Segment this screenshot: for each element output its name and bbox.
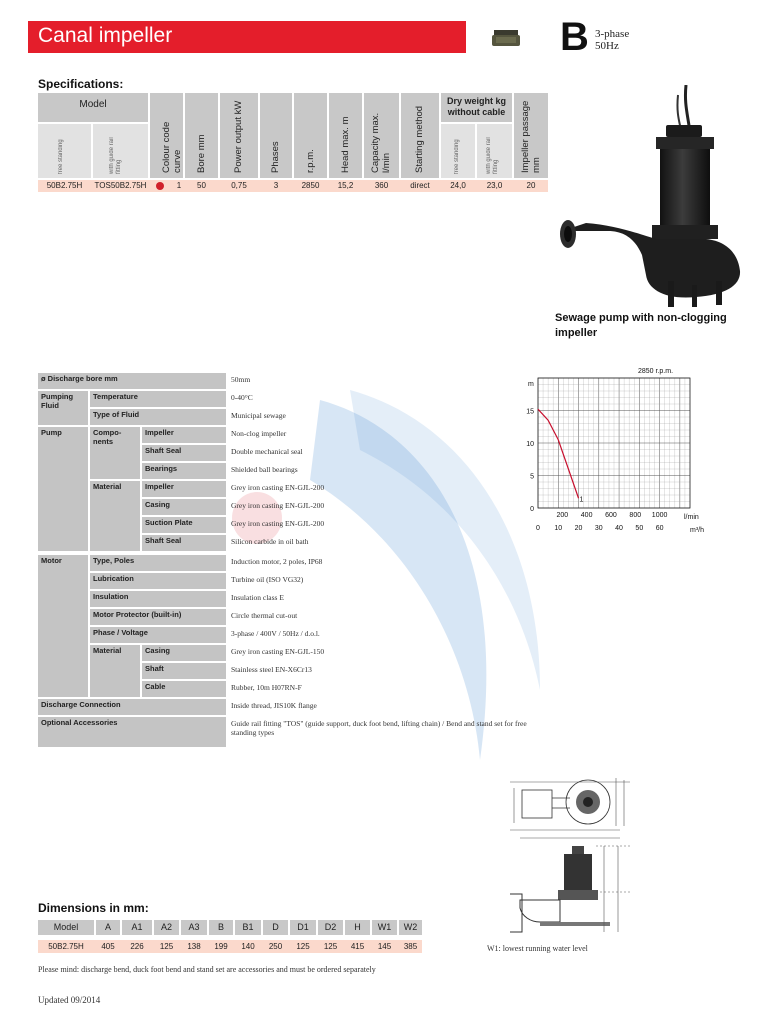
dim-header-10: H — [345, 920, 370, 935]
detail-value-18: Inside thread, JIS10K flange — [231, 701, 317, 710]
spec-row — [38, 180, 548, 192]
col-head — [329, 93, 362, 178]
detail-value-5: Shielded ball bearings — [231, 465, 298, 474]
spec-model-rail: TOS50B2.75H — [94, 181, 147, 190]
spec-rpm: 2850 — [301, 181, 320, 190]
dim-value-8: 125 — [296, 942, 310, 951]
col-colour-code — [150, 93, 183, 178]
detail-value-17: Rubber, 10m H07RN-F — [231, 683, 302, 692]
detail-group-0: ø Discharge bore mm — [38, 373, 226, 389]
y-tick-label: 10 — [526, 441, 534, 448]
x-tick-lmin: 600 — [605, 512, 617, 519]
col-starting — [401, 93, 439, 178]
model-header: Model — [38, 93, 148, 122]
col-starting-label: Starting method — [414, 105, 425, 173]
specifications-title: Specifications: — [38, 77, 124, 91]
detail-value-4: Double mechanical seal — [231, 447, 303, 456]
detail-sub-1: Temperature — [90, 391, 226, 407]
x-tick-lmin: 800 — [629, 512, 642, 519]
weight-rail-cell — [477, 124, 512, 178]
detail-item-4: Shaft Seal — [142, 445, 226, 461]
detail-item-8: Suction Plate — [142, 517, 226, 533]
x-tick-lmin: 200 — [556, 512, 569, 519]
phase-line1: 3-phase — [595, 28, 630, 40]
pump-thumbnail-icon — [490, 29, 522, 49]
y-tick-label: 5 — [530, 473, 534, 481]
y-tick-label: 15 — [526, 408, 534, 416]
please-note: Please mind: discharge bend, duck foot bend and stand set are accessories and must be ordered separately — [38, 965, 376, 974]
col-capacity-label: Capacity max. l/min — [370, 112, 392, 173]
x-tick-lmin: 400 — [580, 512, 593, 519]
detail-value-8: Grey iron casting EN-GJL-200 — [231, 519, 325, 528]
dim-value-0: 50B2.75H — [48, 942, 84, 951]
detail-item-17: Cable — [142, 681, 226, 697]
dim-header-9: D2 — [318, 920, 343, 935]
dim-header-1: A — [96, 920, 120, 935]
dim-header-11: W1 — [372, 920, 397, 935]
x-tick-m3h: 30 — [594, 525, 603, 532]
dimension-drawing-top — [500, 768, 650, 848]
col-phases — [260, 93, 292, 178]
detail-value-19: Guide rail fitting "TOS" (guide support, duck foot bend, lifting chain) / Bend and stand set for free standing types — [231, 719, 527, 737]
spec-bore: 50 — [197, 181, 206, 190]
detail-value-16: Stainless steel EN-X6Cr13 — [231, 665, 312, 674]
col-phases-label: Phases — [270, 141, 281, 173]
dim-value-1: 405 — [101, 942, 115, 951]
detail-value-9: Silicon carbide in oil bath — [231, 537, 309, 546]
spec-model-free: 50B2.75H — [46, 181, 83, 190]
detail-sub-11: Lubrication — [90, 573, 226, 589]
dim-header-4: A3 — [181, 920, 207, 935]
detail-item-7: Casing — [142, 499, 226, 515]
detail-sub-3: Compo-nents — [90, 427, 140, 479]
detail-sub-13: Motor Protector (built-in) — [90, 609, 226, 625]
performance-chart — [510, 362, 720, 542]
chart-title: 2850 r.p.m. — [638, 368, 674, 375]
detail-item-3: Impeller — [142, 427, 226, 443]
detail-value-6: Grey iron casting EN-GJL-200 — [231, 483, 325, 492]
dim-value-9: 125 — [323, 942, 338, 951]
series-label: 1 — [579, 496, 584, 504]
detail-value-7: Grey iron casting EN-GJL-200 — [231, 501, 325, 510]
sub-rail-label: with guide rail fitting — [109, 137, 122, 174]
dimension-drawing-side — [500, 842, 640, 942]
dim-value-5: 199 — [214, 942, 228, 951]
detail-item-9: Shaft Seal — [142, 535, 226, 551]
col-impeller-label: Impeller passage mm — [520, 100, 542, 173]
spec-power: 0,75 — [231, 181, 247, 190]
detail-sub-12: Insulation — [90, 591, 226, 607]
sub-free-label: free standing — [58, 139, 64, 174]
col-impeller — [514, 93, 548, 178]
dim-value-11: 145 — [377, 942, 392, 951]
dim-header-5: B — [209, 920, 233, 935]
col-bore — [185, 93, 218, 178]
detail-value-11: Turbine oil (ISO VG32) — [231, 575, 304, 584]
sub-rail-cell — [93, 124, 148, 178]
dim-value-4: 138 — [187, 942, 201, 951]
detail-group-10: Motor — [38, 555, 88, 697]
dim-header-3: A2 — [154, 920, 179, 935]
chart-ylabel: m — [528, 381, 534, 388]
weight-rail-label: with guide rail fitting — [486, 137, 499, 174]
detail-sub-14: Phase / Voltage — [90, 627, 226, 643]
detail-value-3: Non-clog impeller — [231, 429, 287, 438]
x-tick-m3h: 0 — [536, 525, 540, 532]
dim-value-6: 140 — [241, 942, 255, 951]
updated-date: Updated 09/2014 — [38, 995, 101, 1005]
detail-item-15: Casing — [142, 645, 226, 661]
dim-header-12: W2 — [399, 920, 422, 935]
col-head-label: Head max. m — [340, 116, 351, 173]
detail-item-5: Bearings — [142, 463, 226, 479]
detail-value-15: Grey iron casting EN-GJL-150 — [231, 647, 325, 656]
detail-value-1: 0-40°C — [231, 393, 253, 402]
detail-item-16: Shaft — [142, 663, 226, 679]
spec-weight-rail: 23,0 — [486, 181, 503, 190]
detail-sub-6: Material — [90, 481, 140, 551]
dim-value-2: 226 — [130, 942, 144, 951]
weight-free-label: free standing — [454, 139, 460, 174]
detail-group-19: Optional Accessories — [38, 717, 226, 747]
dim-value-3: 125 — [159, 942, 174, 951]
detail-value-0: 50mm — [231, 375, 251, 384]
detail-value-13: Circle thermal cut-out — [231, 611, 298, 620]
col-capacity — [364, 93, 399, 178]
col-colour-code-label: Colour code curve — [161, 121, 183, 173]
chart-marks — [538, 409, 584, 503]
detail-value-10: Induction motor, 2 poles, IP68 — [231, 557, 323, 566]
spec-head: 15,2 — [337, 181, 354, 190]
spec-impeller: 20 — [526, 181, 536, 190]
detail-item-6: Impeller — [142, 481, 226, 497]
detail-sub-15: Material — [90, 645, 140, 697]
x-tick-m3h: 50 — [635, 525, 644, 532]
detail-value-12: Insulation class E — [231, 593, 284, 602]
dimensions-title: Dimensions in mm: — [38, 901, 149, 915]
dim-header-0: Model — [38, 920, 94, 935]
dim-header-6: B1 — [235, 920, 261, 935]
phase-line2: 50Hz — [595, 40, 619, 52]
page-title: Canal impeller — [38, 24, 173, 47]
spec-weight-free: 24,0 — [450, 181, 466, 190]
spec-starting: direct — [410, 181, 430, 190]
chart-xlabel-bottom: m³/h — [690, 527, 704, 534]
dim-value-7: 250 — [268, 942, 283, 951]
spec-capacity: 360 — [374, 181, 389, 190]
x-tick-m3h: 40 — [615, 525, 623, 532]
detail-sub-2: Type of Fluid — [90, 409, 226, 425]
detail-value-2: Municipal sewage — [231, 411, 286, 420]
pump-photo — [556, 85, 756, 310]
dim-value-10: 415 — [350, 942, 365, 951]
colour-code-dot — [156, 182, 164, 190]
weight-free-cell — [441, 124, 475, 178]
col-rpm-label: r.p.m. — [305, 149, 316, 173]
pump-caption: Sewage pump with non-clogging impeller — [555, 312, 727, 339]
sub-free-cell — [38, 124, 91, 178]
dim-header-7: D — [263, 920, 288, 935]
detail-group-18: Discharge Connection — [38, 699, 226, 715]
detail-sub-10: Type, Poles — [90, 555, 226, 571]
chart-xlabel-top: l/min — [684, 514, 699, 521]
spec-phases: 3 — [273, 181, 279, 190]
x-tick-m3h: 20 — [574, 525, 583, 532]
header-bar — [28, 21, 466, 53]
y-tick-label: 0 — [530, 506, 534, 513]
col-bore-label: Bore mm — [196, 134, 207, 173]
w1-note: W1: lowest running water level — [487, 944, 588, 953]
x-tick-m3h: 60 — [655, 525, 664, 532]
col-rpm — [294, 93, 327, 178]
series-badge: B — [560, 15, 589, 59]
dim-header-8: D1 — [290, 920, 316, 935]
x-tick-m3h: 10 — [554, 525, 563, 532]
spec-colour-code: 1 — [176, 181, 182, 190]
col-power-label: Power output kW — [233, 100, 244, 173]
detail-value-14: 3-phase / 400V / 50Hz / d.o.l. — [231, 629, 320, 638]
chart-grid — [538, 378, 690, 508]
dim-header-2: A1 — [122, 920, 152, 935]
detail-group-3: Pump — [38, 427, 88, 551]
detail-group-1: Pumping Fluid — [38, 391, 88, 425]
dim-value-12: 385 — [403, 942, 418, 951]
col-power — [220, 93, 258, 178]
x-tick-lmin: 1000 — [651, 512, 668, 519]
dry-weight-header: Dry weight kg without cable — [441, 93, 512, 122]
